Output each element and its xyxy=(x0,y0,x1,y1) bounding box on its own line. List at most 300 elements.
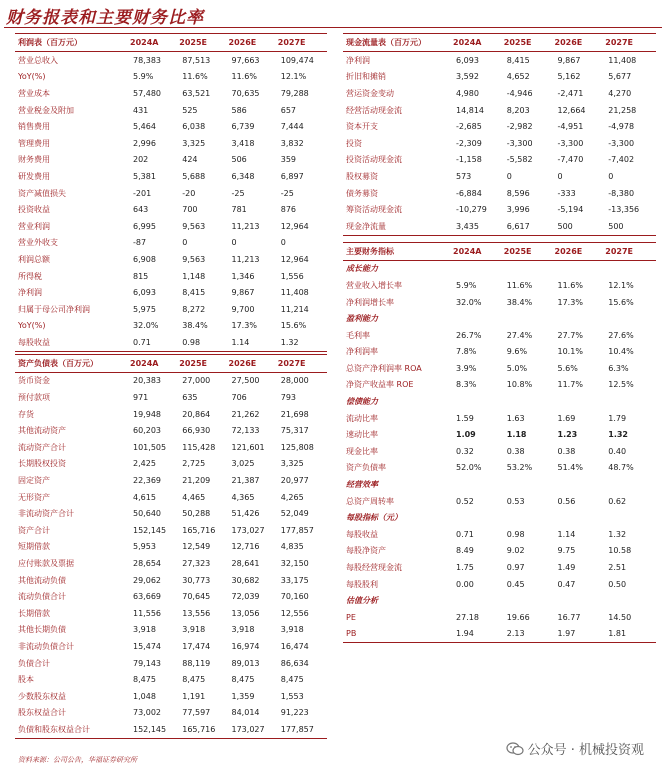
row-label: 每股经营现金流 xyxy=(346,563,402,573)
value-cell: 97,663 xyxy=(231,55,260,65)
row-label: 资产合计 xyxy=(18,525,50,535)
value-cell: 60,203 xyxy=(133,426,161,436)
table-row xyxy=(15,622,327,639)
value-cell: 22,369 xyxy=(133,476,161,486)
value-cell: 3,435 xyxy=(453,218,504,235)
value-cell: 26.7% xyxy=(456,330,482,340)
header-cell: 2027E xyxy=(605,242,656,260)
value-cell: 11.6% xyxy=(557,280,583,290)
value-cell: 635 xyxy=(182,393,198,403)
value-cell: 0.32 xyxy=(456,446,474,456)
value-cell: 125,808 xyxy=(280,442,314,452)
value-cell: 29,062 xyxy=(133,575,161,585)
value-cell: 2,996 xyxy=(133,138,156,148)
left-column xyxy=(15,33,327,739)
table-row xyxy=(343,543,656,560)
value-cell: 9,563 xyxy=(182,254,206,264)
table-row xyxy=(343,426,656,443)
value-cell: -5,582 xyxy=(506,155,533,165)
value-cell: 9,700 xyxy=(231,304,255,314)
watermark-text: 公众号 · 机械投资观 xyxy=(527,743,644,758)
value-cell: 1.14 xyxy=(229,334,278,351)
value-cell: 30,773 xyxy=(182,575,211,585)
row-label: 每股净资产 xyxy=(346,546,386,556)
table-row xyxy=(343,509,656,526)
row-label: 负债和股东权益合计 xyxy=(15,721,130,738)
table-header xyxy=(343,34,656,52)
value-cell: 359 xyxy=(280,155,297,165)
value-cell: 33,175 xyxy=(280,575,309,585)
value-cell: 12.1% xyxy=(608,280,634,290)
header-cell: 2024A xyxy=(453,34,504,52)
table-row xyxy=(343,476,656,493)
value-cell: 86,634 xyxy=(280,658,309,668)
table-row xyxy=(15,201,327,218)
value-cell: 152,145 xyxy=(133,525,167,535)
table-row xyxy=(343,526,656,543)
header-cell: 2024A xyxy=(130,354,179,372)
value-cell: 5,975 xyxy=(133,304,156,314)
table-row xyxy=(15,152,327,169)
table-row xyxy=(15,69,327,86)
value-cell: -2,685 xyxy=(456,122,482,132)
value-cell: 0.53 xyxy=(506,496,525,506)
table-row xyxy=(15,85,327,102)
value-cell: 781 xyxy=(231,205,247,215)
table-row xyxy=(343,52,656,69)
value-cell: 2,725 xyxy=(182,459,206,469)
row-label: 速动比率 xyxy=(346,430,378,440)
row-label: 其他流动资产 xyxy=(18,426,66,436)
row-label: 长期借款 xyxy=(18,608,50,618)
value-cell: 506 xyxy=(231,155,247,165)
table-row xyxy=(15,539,327,556)
value-cell: -3,300 xyxy=(506,138,533,148)
value-cell: 15.6% xyxy=(608,297,634,307)
value-cell: 0 xyxy=(182,238,188,248)
value-cell: 1.49 xyxy=(557,563,576,573)
value-cell: 52,049 xyxy=(280,509,309,519)
table-row xyxy=(15,284,327,301)
table-row xyxy=(343,310,656,327)
value-cell: 0.56 xyxy=(557,496,576,506)
table-row xyxy=(15,422,327,439)
value-cell: 14,814 xyxy=(456,105,484,115)
value-cell: 27,000 xyxy=(182,376,211,386)
value-cell: 815 xyxy=(133,271,149,281)
value-cell: 10.1% xyxy=(557,347,583,357)
value-cell: 66,930 xyxy=(182,426,211,436)
row-label: 股权募资 xyxy=(346,171,378,181)
value-cell: -1,158 xyxy=(456,155,482,165)
table-row xyxy=(15,555,327,572)
row-label: 无形资产 xyxy=(18,492,50,502)
value-cell: 5.9% xyxy=(133,72,154,82)
value-cell: 48.7% xyxy=(608,463,634,473)
value-cell: -5,194 xyxy=(557,205,584,215)
row-label: YoY(%) xyxy=(18,72,46,82)
value-cell: 8,203 xyxy=(506,105,530,115)
row-label: 净利润增长率 xyxy=(346,297,394,307)
value-cell: 3,918 xyxy=(231,625,255,635)
value-cell: 1,148 xyxy=(182,271,206,281)
value-cell: -2,982 xyxy=(506,122,533,132)
value-cell: 30,682 xyxy=(231,575,260,585)
header-cell: 2026E xyxy=(555,242,606,260)
value-cell: 20,383 xyxy=(133,376,161,386)
row-label: 总资产净利润率 ROA xyxy=(346,363,422,373)
table-row xyxy=(343,218,656,235)
table-row xyxy=(15,235,327,252)
value-cell: 52.0% xyxy=(456,463,482,473)
value-cell: 109,474 xyxy=(280,55,314,65)
value-cell: 4,980 xyxy=(456,88,479,98)
table-row xyxy=(343,360,656,377)
value-cell: 0.52 xyxy=(456,496,474,506)
value-cell: 525 xyxy=(182,105,198,115)
value-cell: 50,288 xyxy=(182,509,211,519)
value-cell: 101,505 xyxy=(133,442,167,452)
value-cell: 7,444 xyxy=(280,122,304,132)
value-cell: 0 xyxy=(557,171,563,181)
header-cell: 2025E xyxy=(504,242,555,260)
row-label: 营业外收支 xyxy=(18,238,58,248)
section-label: 盈利能力 xyxy=(346,314,378,324)
row-label: YoY(%) xyxy=(18,321,46,331)
value-cell: 971 xyxy=(133,393,149,403)
value-cell: 586 xyxy=(231,105,247,115)
value-cell: 0.50 xyxy=(608,579,627,589)
value-cell: 16.77 xyxy=(557,612,581,622)
value-cell: 73,002 xyxy=(133,708,161,718)
row-label: 股东权益合计 xyxy=(18,708,66,718)
value-cell: 3,918 xyxy=(182,625,206,635)
row-label: 营运资金变动 xyxy=(346,88,394,98)
value-cell: -25 xyxy=(231,188,245,198)
value-cell: 500 xyxy=(605,218,656,235)
value-cell: 12.5% xyxy=(608,380,634,390)
row-label: 固定资产 xyxy=(18,476,50,486)
value-cell: 70,160 xyxy=(280,592,309,602)
value-cell: 19.66 xyxy=(506,612,530,622)
value-cell: 10.8% xyxy=(506,380,533,390)
value-cell: 3.9% xyxy=(456,363,477,373)
value-cell: 1,359 xyxy=(231,691,255,701)
table-row xyxy=(15,406,327,423)
value-cell: 3,325 xyxy=(280,459,304,469)
value-cell: 11,213 xyxy=(231,254,260,264)
table-header xyxy=(15,354,327,372)
value-cell: 8,475 xyxy=(133,675,156,685)
header-cell: 利润表（百万元） xyxy=(15,34,130,52)
value-cell: 706 xyxy=(231,393,247,403)
value-cell: 77,597 xyxy=(182,708,211,718)
table-row xyxy=(343,377,656,394)
value-cell: 6,093 xyxy=(133,288,156,298)
table-row xyxy=(15,638,327,655)
value-cell: 11,408 xyxy=(608,55,637,65)
value-cell: 6.3% xyxy=(608,363,629,373)
value-cell: 8.3% xyxy=(456,380,477,390)
value-cell: 5.0% xyxy=(506,363,528,373)
table-row xyxy=(343,69,656,86)
value-cell: -13,356 xyxy=(608,205,640,215)
value-cell: 3,918 xyxy=(280,625,304,635)
value-cell: 1.09 xyxy=(456,430,476,440)
table-row xyxy=(343,609,656,626)
value-cell: 5,381 xyxy=(133,171,156,181)
value-cell: 0.47 xyxy=(557,579,576,589)
table-row xyxy=(343,118,656,135)
row-label: 利润总额 xyxy=(18,254,50,264)
row-label: 营业成本 xyxy=(18,88,50,98)
table-row xyxy=(15,372,327,389)
value-cell: 12,664 xyxy=(557,105,586,115)
row-label: 投资 xyxy=(346,138,362,148)
value-cell: 38.4% xyxy=(506,297,533,307)
table-row xyxy=(15,135,327,152)
balance-sheet-table xyxy=(15,354,327,739)
row-label: 营业税金及附加 xyxy=(18,105,74,115)
financial-ratios-table xyxy=(343,242,656,644)
value-cell: 5.9% xyxy=(456,280,477,290)
value-cell: 1.79 xyxy=(608,413,627,423)
row-label: 每股收益 xyxy=(346,529,378,539)
row-label: 营业收入增长率 xyxy=(346,280,402,290)
table-row xyxy=(343,152,656,169)
value-cell: 5,162 xyxy=(557,72,581,82)
value-cell: 0.38 xyxy=(506,446,525,456)
row-label: 其他流动负债 xyxy=(18,575,66,585)
value-cell: 15.6% xyxy=(280,321,307,331)
row-label: 长期股权投资 xyxy=(18,459,66,469)
row-label: 少数股东权益 xyxy=(18,691,66,701)
table-row xyxy=(343,493,656,510)
value-cell: 0.98 xyxy=(179,334,228,351)
value-cell: -3,300 xyxy=(557,138,584,148)
value-cell: -6,884 xyxy=(456,188,482,198)
value-cell: 12,556 xyxy=(280,608,309,618)
value-cell: 91,223 xyxy=(280,708,309,718)
value-cell: 5,464 xyxy=(133,122,156,132)
header-cell: 现金流量表（百万元） xyxy=(343,34,453,52)
value-cell: 9,867 xyxy=(557,55,581,65)
section-label: 偿债能力 xyxy=(346,397,378,407)
row-label: 管理费用 xyxy=(18,138,50,148)
value-cell: 72,133 xyxy=(231,426,260,436)
value-cell: 3,325 xyxy=(182,138,206,148)
value-cell: 1,346 xyxy=(231,271,255,281)
value-cell: 32,150 xyxy=(280,559,309,569)
value-cell: 63,521 xyxy=(182,88,211,98)
value-cell: 11.6% xyxy=(506,280,533,290)
value-cell: 173,027 xyxy=(231,525,265,535)
row-label: 销售费用 xyxy=(18,122,50,132)
row-label: 每股收益 xyxy=(15,334,130,351)
value-cell: 643 xyxy=(133,205,149,215)
section-label: 经营效率 xyxy=(346,480,378,490)
table-row xyxy=(15,318,327,335)
value-cell: 11.7% xyxy=(557,380,583,390)
value-cell: 4,835 xyxy=(280,542,304,552)
value-cell: 17.3% xyxy=(231,321,257,331)
value-cell: 11,213 xyxy=(231,221,260,231)
table-row xyxy=(15,301,327,318)
header-cell: 2025E xyxy=(179,354,228,372)
value-cell: 6,995 xyxy=(133,221,156,231)
row-label: 净利润率 xyxy=(346,347,378,357)
value-cell: 6,348 xyxy=(231,171,255,181)
value-cell: 9.75 xyxy=(557,546,576,556)
header-cell: 2025E xyxy=(179,34,228,52)
section-label: 估值分析 xyxy=(346,596,378,606)
value-cell: 27.6% xyxy=(608,330,634,340)
value-cell: 152,145 xyxy=(130,721,179,738)
value-cell: 4,615 xyxy=(133,492,156,502)
header-cell: 2026E xyxy=(229,34,278,52)
value-cell: 11.6% xyxy=(231,72,257,82)
header-cell: 2024A xyxy=(130,34,179,52)
value-cell: 165,716 xyxy=(179,721,228,738)
value-cell: 202 xyxy=(133,155,149,165)
value-cell: 2,425 xyxy=(133,459,156,469)
table-row xyxy=(15,655,327,672)
value-cell: 0 xyxy=(280,238,286,248)
value-cell: 177,857 xyxy=(278,721,327,738)
value-cell: 177,857 xyxy=(280,525,314,535)
value-cell: 0.97 xyxy=(506,563,525,573)
value-cell: 5.6% xyxy=(557,363,578,373)
value-cell: 5,688 xyxy=(182,171,206,181)
value-cell: 700 xyxy=(182,205,198,215)
value-cell: 51.4% xyxy=(557,463,583,473)
header-cell: 2026E xyxy=(229,354,278,372)
value-cell: 12,964 xyxy=(280,221,309,231)
row-label: 存货 xyxy=(18,409,34,419)
row-label: 资产减值损失 xyxy=(18,188,66,198)
value-cell: -201 xyxy=(133,188,152,198)
value-cell: 32.0% xyxy=(456,297,482,307)
table-row xyxy=(343,168,656,185)
section-label: 成长能力 xyxy=(346,264,378,274)
value-cell: 2.51 xyxy=(608,563,627,573)
row-label: PE xyxy=(346,612,356,622)
value-cell: 3,418 xyxy=(231,138,255,148)
row-label: 负债合计 xyxy=(18,658,50,668)
value-cell: 84,014 xyxy=(231,708,260,718)
value-cell: 21,698 xyxy=(280,409,309,419)
table-row xyxy=(15,118,327,135)
table-row xyxy=(343,344,656,361)
value-cell: 2.13 xyxy=(504,626,555,643)
table-row xyxy=(343,576,656,593)
value-cell: -7,470 xyxy=(557,155,584,165)
value-cell: 13,056 xyxy=(231,608,260,618)
header-cell: 2025E xyxy=(504,34,555,52)
row-label: 预付款项 xyxy=(18,393,50,403)
table-row xyxy=(15,588,327,605)
row-label: 净利润 xyxy=(346,55,370,65)
value-cell: 0.40 xyxy=(608,446,627,456)
value-cell: 0 xyxy=(231,238,237,248)
value-cell: -4,978 xyxy=(608,122,635,132)
value-cell: 8,596 xyxy=(506,188,530,198)
row-label: 每股股利 xyxy=(346,579,378,589)
value-cell: 1.32 xyxy=(608,430,628,440)
value-cell: 72,039 xyxy=(231,592,260,602)
value-cell: 9,867 xyxy=(231,288,255,298)
row-label: PB xyxy=(343,626,453,643)
row-label: 总资产周转率 xyxy=(346,496,394,506)
header-cell: 主要财务指标 xyxy=(343,242,453,260)
value-cell: 12.1% xyxy=(280,72,307,82)
value-cell: 27.18 xyxy=(456,612,479,622)
value-cell: 4,652 xyxy=(506,72,530,82)
value-cell: 51,426 xyxy=(231,509,260,519)
value-cell: 20,977 xyxy=(280,476,309,486)
table-row xyxy=(343,201,656,218)
value-cell: 28,641 xyxy=(231,559,260,569)
income-statement-table xyxy=(15,33,327,352)
value-cell: 21,262 xyxy=(231,409,260,419)
value-cell: 57,480 xyxy=(133,88,161,98)
value-cell: 6,038 xyxy=(182,122,206,132)
row-label: 流动负债合计 xyxy=(18,592,66,602)
row-label: 现金比率 xyxy=(346,446,378,456)
title-divider xyxy=(4,27,662,28)
table-row xyxy=(15,671,327,688)
value-cell: 1.32 xyxy=(278,334,327,351)
header-cell: 2027E xyxy=(605,34,656,52)
right-column xyxy=(343,33,656,643)
value-cell: -3,300 xyxy=(608,138,635,148)
value-cell: 87,513 xyxy=(182,55,211,65)
value-cell: 12,549 xyxy=(182,542,211,552)
header-cell: 2024A xyxy=(453,242,504,260)
table-row xyxy=(15,185,327,202)
row-label: 非流动资产合计 xyxy=(18,509,74,519)
value-cell: -10,279 xyxy=(456,205,487,215)
value-cell: 1.69 xyxy=(557,413,576,423)
table-header xyxy=(15,34,327,52)
value-cell: -2,471 xyxy=(557,88,584,98)
value-cell: 11,214 xyxy=(280,304,309,314)
value-cell: 0.62 xyxy=(608,496,627,506)
value-cell: 16,974 xyxy=(231,641,260,651)
value-cell: 4,270 xyxy=(608,88,632,98)
row-label: 现金净流量 xyxy=(343,218,453,235)
table-row xyxy=(343,592,656,609)
value-cell: -4,946 xyxy=(506,88,533,98)
value-cell: 8,475 xyxy=(231,675,255,685)
income-statement-body xyxy=(15,52,327,352)
value-cell: 89,013 xyxy=(231,658,260,668)
row-label: 投资收益 xyxy=(18,205,50,215)
value-cell: -333 xyxy=(557,188,576,198)
value-cell: 12,964 xyxy=(280,254,309,264)
table-row xyxy=(15,102,327,119)
row-label: 股本 xyxy=(18,675,34,685)
table-row xyxy=(343,260,656,277)
value-cell: 88,119 xyxy=(182,658,211,668)
value-cell: 9,563 xyxy=(182,221,206,231)
header-cell: 资产负债表（百万元） xyxy=(15,354,130,372)
value-cell: -87 xyxy=(133,238,147,248)
section-label: 每股指标（元） xyxy=(346,513,402,523)
value-cell: 78,383 xyxy=(133,55,161,65)
value-cell: 5,953 xyxy=(133,542,156,552)
value-cell: 3,832 xyxy=(280,138,304,148)
